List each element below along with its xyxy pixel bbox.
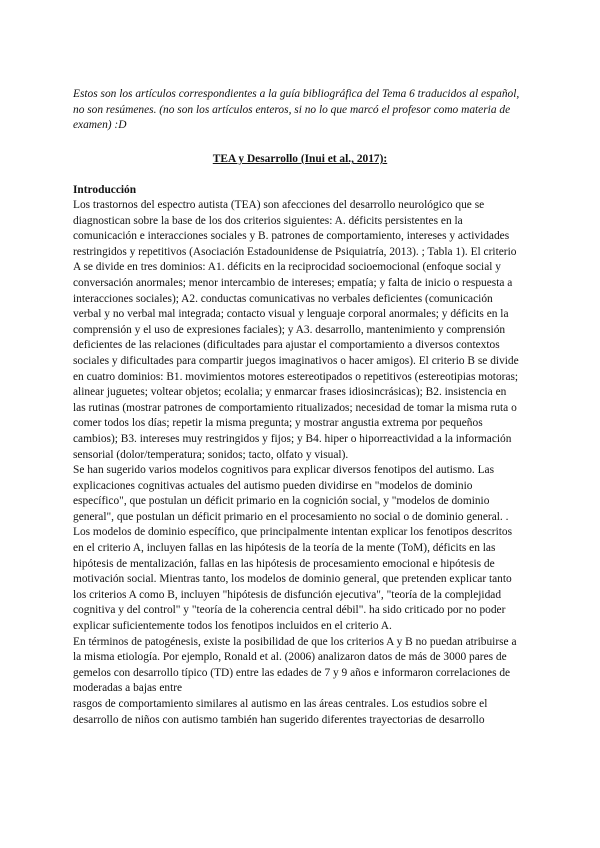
article-title: TEA y Desarrollo (Inui et al., 2017): <box>212 153 388 165</box>
section-heading: Introducción <box>73 184 137 196</box>
paragraph-2: Se han sugerido varios modelos cognitivos para explicar diversos fenotipos del autismo. Las explicaciones cognitivas actuales del autismo pueden dividirse en "modelos de dominio específico", que postulan un déficit primario en la cognición social, y "modelos de dominio general", que postulan un déficit primario en el procesamiento no social o de dominio general. . Los modelos de dominio específico, que principalmente intentan explicar los fenotipos descritos en el criterio A, incluyen fallas en las hipótesis de la teoría de la mente (ToM), déficits en las hipótesis de mentalización, fallas en las hipótesis de procesamiento emocional e hipótesis de motivación social. Mientras tanto, los modelos de dominio general, que pretenden explicar tanto los criterios A como B, incluyen "hipótesis de disfunción ejecutiva", "teoría de la complejidad cognitiva y del control" y "teoría de la coherencia central débil". ha sido criticado por no poder explicar suficientemente todos los fenotipos incluidos en el criterio A. <box>73 464 513 633</box>
paragraph-3: En términos de patogénesis, existe la posibilidad de que los criterios A y B no puedan atribuirse a la misma etiología. Por ejemplo, Ronald et al. (2006) analizaron datos de más de 3000 pares de gemelos con desarrollo típico (TD) entre las edades de 7 y 9 años e informaron correlaciones de moderadas a bajas entre <box>73 635 517 695</box>
body-text <box>73 198 519 728</box>
paragraph-4: rasgos de comportamiento similares al autismo en las áreas centrales. Los estudios sobre el desarrollo de niños con autismo también han sugerido diferentes trayectorias de desarrollo <box>73 698 488 726</box>
paragraph-1: Los trastornos del espectro autista (TEA) son afecciones del desarrollo neurológico que se diagnostican sobre la base de los dos criterios siguientes: A. déficits persistentes en la comunicación e interacciones sociales y B. patrones de comportamiento, intereses y actividades restringidos y repetitivos (Asociación Estadounidense de Psiquiatría, 2013). ; Tabla 1). El criterio A se divide en tres dominios: A1. déficits en la reciprocidad socioemocional (enfoque social y conversación anormales; menor intercambio de intereses; empatía; y falta de inicio o respuesta a interacciones sociales); A2. conductas comunicativas no verbales deficientes (comunicación verbal y no verbal mal integrada; contacto visual y lenguaje corporal anormales; y déficits en la comprensión y el uso de expresiones faciales); y A3. desarrollo, mantenimiento y comprensión deficientes de las relaciones (dificultades para ajustar el comportamiento a diversos contextos sociales y dificultades para compartir juegos imaginativos o hacer amigos). El criterio B se divide en cuatro dominios: B1. movimientos motores estereotipados o repetitivos (estereotipias motoras; alinear juguetes; voltear objetos; ecolalia; y enmarcar frases idiosincrásicas); B2. insistencia en las rutinas (mostrar patrones de comportamiento ritualizados; necesidad de tomar la misma ruta o comer todos los días; repetir la misma pregunta; y mostrar angustia extrema por pequeños cambios); B3. intereses muy restringidos y fijos; y B4. hiper o hiporreactividad a la información sensorial (dolor/temperatura; sonidos; tacto, olfato y visual). <box>73 199 519 461</box>
intro-note: Estos son los artículos correspondientes a la guía bibliográfica del Tema 6 traducidos al español, no son resúmenes. (no son los artículos enteros, si no lo que marcó el profesor como materia de examen) :D <box>73 88 520 132</box>
